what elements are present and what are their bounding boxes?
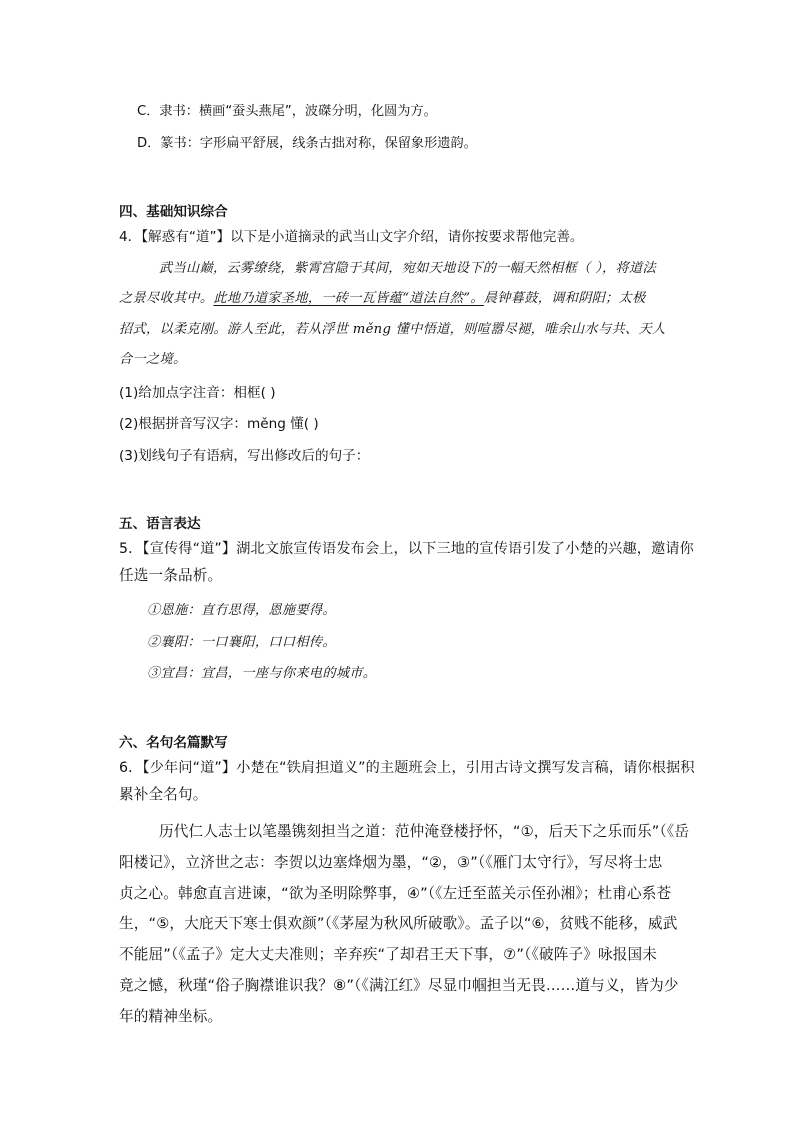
option-c: C．隶书：横画“蚕头燕尾”，波磔分明，化圆为方。	[137, 104, 437, 119]
question-6-line-1: 6．【少年问“道”】小楚在“铁肩担道义”的主题班会上，引用古诗文撰写发言稿，请你根据积	[119, 760, 695, 776]
passage-line-2	[119, 289, 646, 309]
passage-line-3: 招式，以柔克刚。游人至此，若从浮世 měng 懂中悟道，则喧嚣尽褪，唯余山水与共、天人	[119, 322, 666, 337]
passage-paragraph-line-6: 竟之憾，秋瑾“俗子胸襟谁识我？⑧”（《满江红》尽显巾帼担当无畏……道与义，皆为少	[119, 977, 679, 994]
section4-heading: 四、基础知识综合	[119, 204, 228, 220]
question-4: 4．【解惑有“道”】以下是小道摘录的武当山文字介绍，请你按要求帮他完善。	[119, 229, 584, 245]
passage-paragraph-line-5: 不能屈”（《孟子》定大丈夫准则；辛弃疾“了却君王天下事，⑦”（《破阵子》咏报国未	[119, 946, 657, 963]
passage-paragraph-line-4: 生，“⑤，大庇天下寒士俱欢颜”（《茅屋为秋风所破歌》。孟子以“⑥，贫贱不能移，威武	[119, 915, 678, 932]
passage-paragraph-line-7: 年的精神坐标。	[119, 1008, 223, 1025]
question-5-line-2: 任选一条品析。	[119, 567, 223, 584]
question-5-line-1: 5．【宣传得“道”】湖北文旅宣传语发布会上，以下三地的宣传语引发了小楚的兴趣，邀请你	[119, 541, 694, 557]
sub-question-3: (3)划线句子有语病，写出修改后的句子：	[119, 448, 370, 464]
option-d: D．篆书：字形扁平舒展，线条古拙对称，保留象形遗韵。	[137, 136, 477, 151]
passage-paragraph-line-2: 阳楼记》，立济世之志：李贺以边塞烽烟为墨，“②，③”（《雁门太守行》，写尽将士忠	[119, 854, 663, 871]
passage-paragraph-line-1: 历代仁人志士以笔墨镌刻担当之道：范仲淹登楼抒怀，“①，后天下之乐而乐”（《岳	[159, 823, 690, 840]
section6-heading: 六、名句名篇默写	[119, 735, 228, 751]
sub-question-2: (2)根据拼音写汉字：měng 懂( )	[119, 416, 319, 432]
passage-line-2-pre: 之景尽收其中。	[119, 291, 214, 306]
section5-heading: 五、语言表达	[119, 516, 201, 532]
slogan-item-1: ①恩施：直冇思得，恩施要得。	[147, 603, 336, 618]
slogan-item-3: ③宜昌：宜昌，一座与你来电的城市。	[147, 666, 377, 681]
sub-question-1: (1)给加点字注音：相框( )	[119, 385, 276, 401]
question-6-line-2: 累补全名句。	[119, 786, 208, 803]
passage-line-2-post: 晨钟暮鼓，调和阴阳；太极	[483, 291, 646, 306]
passage-paragraph-line-3: 贞之心。韩愈直言进谏，“欲为圣明除弊事，④”（《左迁至蓝关示侄孙湘》；杜甫心系苍	[119, 885, 672, 902]
passage-line-1: 武当山巅，云雾缭绕，紫霄宫隐于其间，宛如天地设下的一幅天然相框（ ），将道法	[159, 261, 656, 276]
underlined-sentence: 此地乃道家圣地，一砖一瓦皆蕴“道法自然”。	[213, 291, 484, 306]
slogan-item-2: ②襄阳：一口襄阳，口口相传。	[147, 635, 336, 650]
passage-line-4: 合一之境。	[119, 352, 187, 367]
